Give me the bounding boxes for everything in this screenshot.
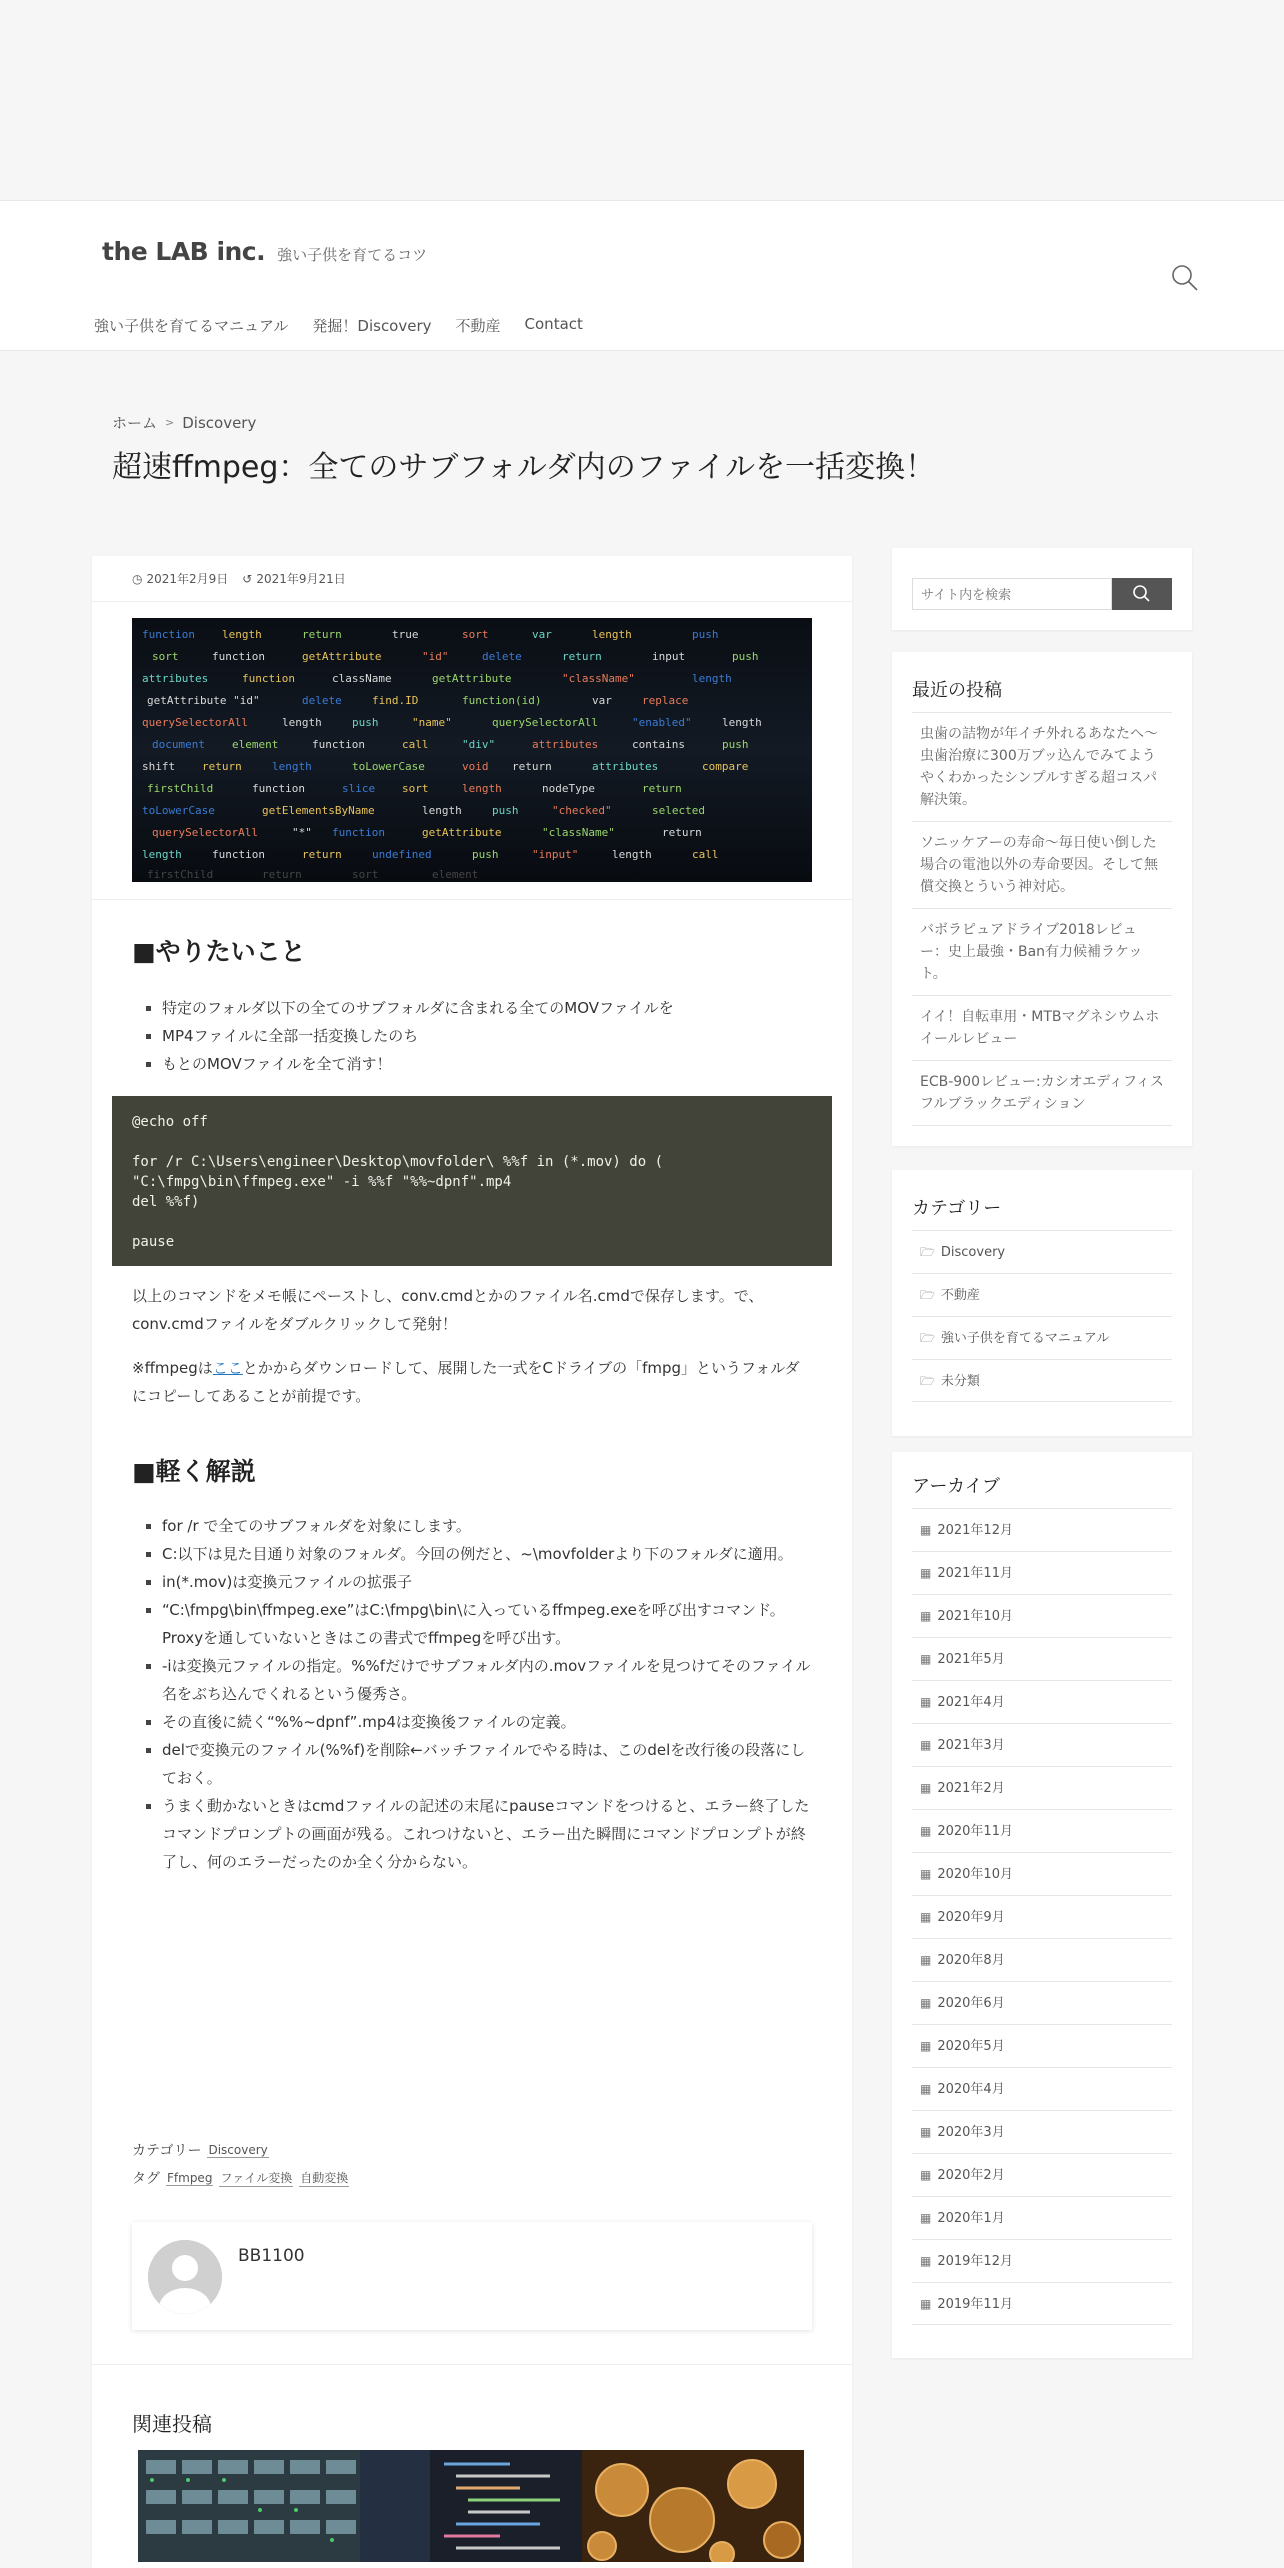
- svg-text:length: length: [282, 716, 322, 729]
- archive-link[interactable]: [912, 1981, 1172, 2024]
- svg-text:undefined: undefined: [372, 848, 432, 861]
- svg-text:delete: delete: [482, 650, 522, 663]
- calendar-icon: ▦: [920, 2039, 932, 2053]
- tag-chip[interactable]: ファイル変換: [220, 2171, 293, 2185]
- download-link[interactable]: ここ: [212, 1359, 243, 1377]
- svg-text:push: push: [722, 738, 749, 751]
- published-date-wrap: [132, 570, 228, 587]
- widget-title: 最近の投稿: [912, 680, 1002, 701]
- archive-link[interactable]: [912, 1508, 1172, 1551]
- categories-widget: [892, 1170, 1192, 1436]
- archive-label: 2019年11月: [937, 2297, 1013, 2312]
- archive-link[interactable]: [912, 2239, 1172, 2282]
- list-item: for /r で全てのサブフォルダを対象にします。: [162, 1512, 812, 1540]
- nav-item-contact[interactable]: Contact: [524, 315, 583, 333]
- archive-label: 2021年10月: [937, 1609, 1013, 1624]
- svg-text:replace: replace: [642, 694, 689, 707]
- post-meta: [132, 570, 346, 587]
- bubbles-image: [582, 2450, 804, 2562]
- svg-text:function: function: [252, 782, 305, 795]
- search-icon: [1170, 263, 1200, 293]
- calendar-icon: ▦: [920, 1652, 932, 1666]
- svg-text:length: length: [722, 716, 762, 729]
- list-item: うまく動かないときはcmdファイルの記述の末尾にpauseコマンドをつけると、エラー終了したコマンドプロンプトの画面が残る。これつけないと、エラー出た瞬間にコマンドプロンプトが終了し、何のエラーだったのか全く分からない。: [162, 1792, 812, 1876]
- list-item: その直後に続く“%%~dpnf”.mp4は変換後ファイルの定義。: [162, 1708, 812, 1736]
- svg-text:compare: compare: [702, 760, 749, 773]
- calendar-icon: ▦: [920, 1996, 932, 2010]
- updated-date: 2021年9月21日: [256, 572, 346, 586]
- archive-link[interactable]: [912, 1852, 1172, 1895]
- svg-text:function: function: [312, 738, 365, 751]
- network-switch-image: [138, 2450, 360, 2562]
- svg-text:delete: delete: [302, 694, 342, 707]
- article: [92, 556, 852, 2568]
- folder-icon: 🗁: [920, 1374, 935, 1388]
- archive-link[interactable]: [912, 2282, 1172, 2325]
- category-label: カテゴリー: [132, 2143, 202, 2159]
- archive-label: 2021年2月: [937, 1781, 1005, 1796]
- archive-link[interactable]: [912, 1551, 1172, 1594]
- code-block[interactable]: @echo off for /r C:\Users\engineer\Desktop\movfolder\ %%f in (*.mov) do ( "C:\fmpg\bin\ffmpeg.exe" -i %%f "%%~dpnf".mp4 del %%f) pause: [112, 1096, 832, 1266]
- site-title[interactable]: the LAB inc.: [102, 237, 266, 266]
- archive-label: 2021年5月: [937, 1652, 1005, 1667]
- post-category: [132, 2140, 269, 2160]
- recent-post-link[interactable]: 虫歯の詰物が年イチ外れるあなたへ〜虫歯治療に300万ブッ込んでみてようやくわかったシンプルすぎる超コスパ解決策。: [912, 712, 1172, 821]
- folder-icon: 🗁: [920, 1245, 935, 1259]
- archive-label: 2020年9月: [937, 1910, 1005, 1925]
- calendar-icon: ▦: [920, 1867, 932, 1881]
- svg-text:shift: shift: [142, 760, 176, 773]
- paragraph-text: とかからダウンロードして、展開した一式をCドライブの「fmpg」というフォルダにコピーしてあることが前提です。: [132, 1359, 800, 1405]
- paragraph: [132, 1354, 812, 1410]
- categories-list: [912, 1230, 1172, 1402]
- archive-link[interactable]: [912, 2024, 1172, 2067]
- nav-item-manual[interactable]: 強い子供を育てるマニュアル: [94, 317, 289, 335]
- svg-text:length: length: [142, 848, 182, 861]
- divider: [92, 2364, 852, 2365]
- calendar-icon: ▦: [920, 2125, 932, 2139]
- archives-list: [912, 1508, 1172, 2325]
- sidebar-search-input[interactable]: [912, 578, 1112, 610]
- nav-item-discovery[interactable]: 発掘！Discovery: [312, 317, 432, 335]
- goal-list: [162, 994, 812, 1078]
- author-name[interactable]: BB1100: [238, 2246, 305, 2266]
- search-widget: [892, 548, 1192, 630]
- list-item: -iは変換元ファイルの指定。%%fだけでサブフォルダ内の.movファイルを見つけてそのファイル名をぶち込んでくれるという優秀さ。: [162, 1652, 812, 1708]
- archive-link[interactable]: [912, 2067, 1172, 2110]
- svg-text:getElementsByName: getElementsByName: [262, 804, 375, 817]
- svg-text:call: call: [402, 738, 429, 751]
- svg-text:querySelectorAll: querySelectorAll: [152, 826, 258, 839]
- svg-text:"className": "className": [562, 672, 635, 685]
- calendar-icon: ▦: [920, 2168, 932, 2182]
- svg-text:length: length: [222, 628, 262, 641]
- calendar-icon: ▦: [920, 1609, 932, 1623]
- svg-text:function: function: [242, 672, 295, 685]
- category-link[interactable]: [912, 1316, 1172, 1359]
- recent-post-link[interactable]: バボラピュアドライブ2018レビュー：史上最強・Ban有力候補ラケット。: [912, 908, 1172, 995]
- sidebar-search-button[interactable]: [1112, 578, 1172, 610]
- calendar-icon: ▦: [920, 2297, 932, 2311]
- svg-text:function: function: [332, 826, 385, 839]
- search-icon: [1112, 578, 1172, 610]
- svg-text:toLowerCase: toLowerCase: [352, 760, 425, 773]
- svg-text:function(id): function(id): [462, 694, 542, 707]
- list-item: C:以下は見た目通り対象のフォルダ。今回の例だと、~\movfolderより下のフォルダに適用。: [162, 1540, 812, 1568]
- recent-post-link[interactable]: ECB-900レビュー:カシオエディフィスフルブラックエディション: [912, 1060, 1172, 1126]
- svg-text:contains: contains: [632, 738, 685, 751]
- svg-text:return: return: [662, 826, 702, 839]
- svg-text:return: return: [512, 760, 552, 773]
- site-header: [0, 200, 1284, 351]
- svg-text:void: void: [462, 760, 489, 773]
- breadcrumb: [112, 412, 256, 433]
- svg-text:length: length: [592, 628, 632, 641]
- explanation-list: [162, 1512, 812, 1876]
- svg-text:function: function: [142, 628, 195, 641]
- calendar-icon: ▦: [920, 1738, 932, 1752]
- recent-posts-list: [912, 712, 1172, 1126]
- archive-link[interactable]: [912, 1637, 1172, 1680]
- svg-text:"checked": "checked": [552, 804, 612, 817]
- category-label: 強い子供を育てるマニュアル: [940, 1331, 1110, 1346]
- svg-text:querySelectorAll: querySelectorAll: [142, 716, 248, 729]
- archive-link[interactable]: [912, 2196, 1172, 2239]
- svg-text:push: push: [732, 650, 759, 663]
- tag-chip[interactable]: 自動変換: [300, 2171, 349, 2185]
- svg-text:"*": "*": [292, 826, 312, 839]
- breadcrumb-home[interactable]: ホーム: [112, 414, 158, 432]
- archive-label: 2020年1月: [937, 2211, 1005, 2226]
- svg-text:length: length: [272, 760, 312, 773]
- svg-text:push: push: [472, 848, 499, 861]
- related-thumb-network[interactable]: [138, 2450, 360, 2562]
- main-nav: [94, 315, 583, 336]
- svg-text:getAttribute: getAttribute: [302, 650, 382, 663]
- calendar-icon: ▦: [920, 1566, 932, 1580]
- archive-link[interactable]: [912, 2110, 1172, 2153]
- calendar-icon: ▦: [920, 2211, 932, 2225]
- archive-link[interactable]: [912, 1895, 1172, 1938]
- calendar-icon: ▦: [920, 1695, 932, 1709]
- avatar[interactable]: [148, 2240, 222, 2314]
- svg-text:"id": "id": [422, 650, 449, 663]
- archive-label: 2020年10月: [937, 1867, 1013, 1882]
- archive-link[interactable]: [912, 1938, 1172, 1981]
- post-tags: [132, 2168, 349, 2188]
- svg-text:toLowerCase: toLowerCase: [142, 804, 215, 817]
- recent-posts-widget: [892, 652, 1192, 1146]
- svg-text:input: input: [652, 650, 686, 663]
- related-posts-title: 関連投稿: [132, 2412, 212, 2436]
- archive-link[interactable]: [912, 1766, 1172, 1809]
- category-link[interactable]: [912, 1273, 1172, 1316]
- archives-widget: [892, 1452, 1192, 2358]
- archive-label: 2020年8月: [937, 1953, 1005, 1968]
- clock-icon: ◷: [132, 572, 143, 586]
- breadcrumb-separator: >: [165, 416, 175, 429]
- archive-label: 2020年2月: [937, 2168, 1005, 2183]
- archive-label: 2021年12月: [937, 1523, 1013, 1538]
- paragraph: 以上のコマンドをメモ帳にペーストし、conv.cmdとかのファイル名.cmdで保存します。で、conv.cmdファイルをダブルクリックして発射！: [132, 1287, 764, 1333]
- archive-link[interactable]: [912, 1809, 1172, 1852]
- svg-text:return: return: [642, 782, 682, 795]
- svg-text:selected: selected: [652, 804, 705, 817]
- recent-post-link[interactable]: ソニッケアーの寿命～毎日使い倒した場合の電池以外の寿命要因。そして無償交換とういう神対応。: [912, 821, 1172, 908]
- archive-label: 2020年3月: [937, 2125, 1005, 2140]
- history-icon: ↺: [242, 572, 253, 586]
- svg-text:sort: sort: [402, 782, 429, 795]
- list-item: delで変換元のファイル(%%f)を削除←バッチファイルでやる時は、このdelを改行後の段落にしておく。: [162, 1736, 812, 1792]
- category-link[interactable]: [912, 1230, 1172, 1273]
- calendar-icon: ▦: [920, 1910, 932, 1924]
- section-heading-goal: ■やりたいこと: [132, 937, 306, 966]
- list-item: in(*.mov)は変換元ファイルの拡張子: [162, 1568, 812, 1596]
- svg-text:length: length: [422, 804, 462, 817]
- svg-text:sort: sort: [152, 650, 179, 663]
- list-item: “C:\fmpg\bin\ffmpeg.exe”はC:\fmpg\bin\に入っているffmpeg.exeを呼び出すコマンド。Proxyを通していないときはこの書式でffmpegを呼び出す。: [162, 1596, 812, 1652]
- published-date: 2021年2月9日: [146, 572, 229, 586]
- svg-text:sort: sort: [352, 868, 379, 881]
- category-label: 未分類: [940, 1374, 980, 1389]
- svg-text:var: var: [532, 628, 552, 641]
- list-item: もとのMOVファイルを全て消す！: [162, 1050, 812, 1078]
- svg-text:var: var: [592, 694, 612, 707]
- svg-text:return: return: [562, 650, 602, 663]
- category-chip[interactable]: Discovery: [208, 2142, 268, 2157]
- svg-text:getAttribute "id": getAttribute "id": [147, 694, 260, 707]
- svg-text:getAttribute: getAttribute: [432, 672, 512, 685]
- widget-title: カテゴリー: [912, 1198, 1002, 1219]
- svg-text:"enabled": "enabled": [632, 716, 692, 729]
- breadcrumb-current[interactable]: Discovery: [182, 413, 257, 432]
- archive-label: 2020年5月: [937, 2039, 1005, 2054]
- svg-text:document: document: [152, 738, 205, 751]
- svg-text:attributes: attributes: [532, 738, 599, 751]
- code-screen-image: [360, 2450, 582, 2562]
- list-item: MP4ファイルに全部一括変換したのち: [162, 1022, 812, 1050]
- svg-text:push: push: [352, 716, 379, 729]
- list-item: 特定のフォルダ以下の全てのサブフォルダに含まれる全てのMOVファイルを: [162, 994, 812, 1022]
- archive-label: 2021年3月: [937, 1738, 1005, 1753]
- calendar-icon: ▦: [920, 1523, 932, 1537]
- recent-post-link[interactable]: イイ！自転車用・MTBマグネシウムホイールレビュー: [912, 995, 1172, 1060]
- folder-icon: 🗁: [920, 1331, 935, 1345]
- svg-text:nodeType: nodeType: [542, 782, 595, 795]
- svg-text:"div": "div": [462, 738, 496, 751]
- svg-text:firstChild: firstChild: [147, 782, 214, 795]
- svg-text:length: length: [462, 782, 502, 795]
- archive-label: 2020年11月: [937, 1824, 1013, 1839]
- hero-image-graphic: [132, 618, 812, 882]
- calendar-icon: ▦: [920, 2254, 932, 2268]
- svg-text:true: true: [392, 628, 419, 641]
- archive-label: 2021年4月: [937, 1695, 1005, 1710]
- archive-label: 2020年6月: [937, 1996, 1005, 2011]
- svg-text:querySelectorAll: querySelectorAll: [492, 716, 598, 729]
- archive-link[interactable]: [912, 2153, 1172, 2196]
- brand: [102, 237, 427, 266]
- divider: [92, 899, 852, 900]
- paragraph-text: ※ffmpegは: [132, 1359, 213, 1377]
- divider: [92, 601, 852, 602]
- archive-link[interactable]: [912, 1680, 1172, 1723]
- svg-text:attributes: attributes: [142, 672, 209, 685]
- svg-text:sort: sort: [462, 628, 489, 641]
- related-posts: [138, 2450, 804, 2562]
- header-search-button[interactable]: [1170, 263, 1200, 293]
- archive-label: 2019年12月: [937, 2254, 1013, 2269]
- widget-title: アーカイブ: [912, 1476, 1001, 1497]
- svg-text:return: return: [262, 868, 302, 881]
- calendar-icon: ▦: [920, 1824, 932, 1838]
- svg-text:"className": "className": [542, 826, 615, 839]
- archive-link[interactable]: [912, 1723, 1172, 1766]
- svg-text:element: element: [432, 868, 479, 881]
- svg-text:element: element: [232, 738, 279, 751]
- hero-image-code-screen: [132, 618, 812, 882]
- svg-text:push: push: [692, 628, 719, 641]
- category-label: Discovery: [940, 1245, 1006, 1260]
- svg-text:return: return: [202, 760, 242, 773]
- calendar-icon: ▦: [920, 1781, 932, 1795]
- folder-icon: 🗁: [920, 1288, 935, 1302]
- archive-link[interactable]: [912, 1594, 1172, 1637]
- svg-text:length: length: [612, 848, 652, 861]
- updated-date-wrap: [242, 570, 346, 587]
- svg-text:getAttribute: getAttribute: [422, 826, 502, 839]
- svg-text:slice: slice: [342, 782, 376, 795]
- calendar-icon: ▦: [920, 1953, 932, 1967]
- svg-text:call: call: [692, 848, 719, 861]
- svg-text:function: function: [212, 650, 265, 663]
- svg-text:attributes: attributes: [592, 760, 659, 773]
- svg-text:className: className: [332, 672, 392, 685]
- svg-text:push: push: [492, 804, 519, 817]
- related-thumb-bubbles[interactable]: [582, 2450, 804, 2562]
- category-label: 不動産: [940, 1288, 980, 1303]
- archive-label: 2021年11月: [937, 1566, 1013, 1581]
- category-link[interactable]: [912, 1359, 1172, 1402]
- tag-label: タグ: [132, 2171, 160, 2187]
- svg-text:return: return: [302, 628, 342, 641]
- section-heading-explanation: ■軽く解説: [132, 1457, 256, 1486]
- tag-chip[interactable]: Ffmpeg: [167, 2170, 213, 2185]
- svg-text:"name": "name": [412, 716, 452, 729]
- svg-text:"input": "input": [532, 848, 579, 861]
- nav-item-real-estate[interactable]: 不動産: [455, 317, 501, 335]
- site-tagline: 強い子供を育てるコツ: [277, 246, 428, 264]
- calendar-icon: ▦: [920, 2082, 932, 2096]
- svg-text:length: length: [692, 672, 732, 685]
- ad-space: [0, 0, 1284, 200]
- page-title: 超速ffmpeg：全てのサブフォルダ内のファイルを一括変換！: [112, 450, 936, 485]
- svg-text:find.ID: find.ID: [372, 694, 419, 707]
- svg-text:return: return: [302, 848, 342, 861]
- related-thumb-code[interactable]: [360, 2450, 582, 2562]
- author-box: [132, 2222, 812, 2330]
- archive-label: 2020年4月: [937, 2082, 1005, 2097]
- svg-text:function: function: [212, 848, 265, 861]
- default-avatar-icon: [148, 2240, 222, 2314]
- svg-text:firstChild: firstChild: [147, 868, 214, 881]
